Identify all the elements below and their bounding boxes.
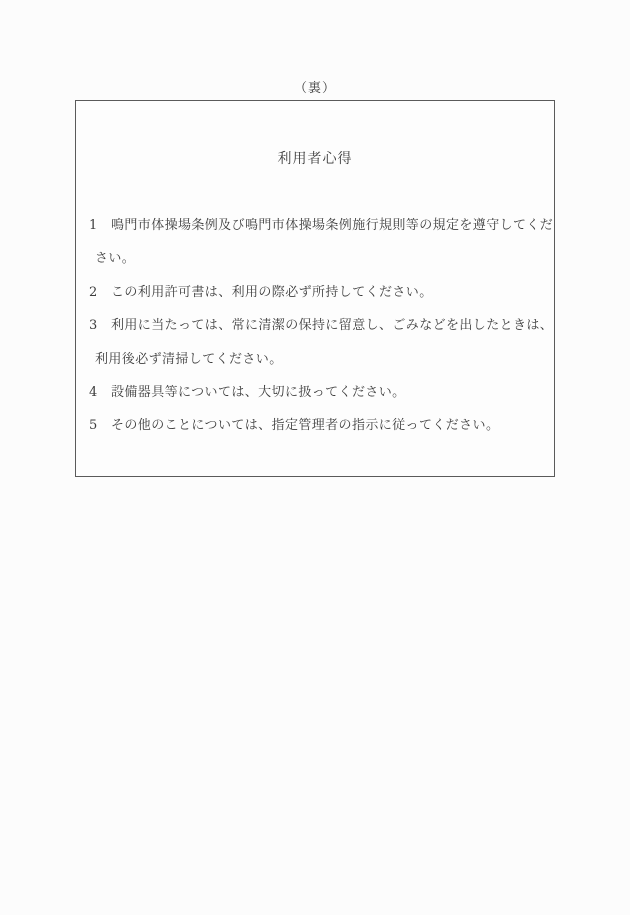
item-text: 設備器具等については、大切に扱ってください。 xyxy=(111,385,406,401)
notice-title: 利用者心得 xyxy=(277,151,353,167)
item-line xyxy=(89,409,550,442)
item-line xyxy=(89,309,554,342)
notice-list xyxy=(89,209,554,443)
notice-item-2 xyxy=(89,276,550,309)
item-text: この利用許可書は、利用の際必ず所持してください。 xyxy=(111,284,433,300)
item-number: 1 xyxy=(89,218,98,233)
notice-item-5 xyxy=(89,409,550,442)
item-number: 4 xyxy=(89,385,98,401)
item-text: 利用に当たっては、常に清潔の保持に留意し、ごみなどを出したときは、 xyxy=(111,318,554,334)
item-line: 利用後必ず清掃してください。 xyxy=(95,351,283,367)
item-line xyxy=(89,209,554,242)
notice-item-3 xyxy=(89,309,554,376)
item-line xyxy=(89,276,550,309)
side-label: （裏） xyxy=(293,81,336,96)
user-notice-box xyxy=(75,100,555,477)
item-text: その他のことについては、指定管理者の指示に従ってください。 xyxy=(111,418,500,434)
item-text: 鳴門市体操場条例及び鳴門市体操場条例施行規則等の規定を遵守してくだ xyxy=(111,218,554,233)
item-line: さい。 xyxy=(95,251,136,267)
item-line xyxy=(89,376,550,409)
item-number: 2 xyxy=(89,284,98,300)
notice-item-4 xyxy=(89,376,550,409)
item-number: 5 xyxy=(89,418,98,434)
item-number: 3 xyxy=(89,318,98,334)
notice-item-1 xyxy=(89,209,554,276)
